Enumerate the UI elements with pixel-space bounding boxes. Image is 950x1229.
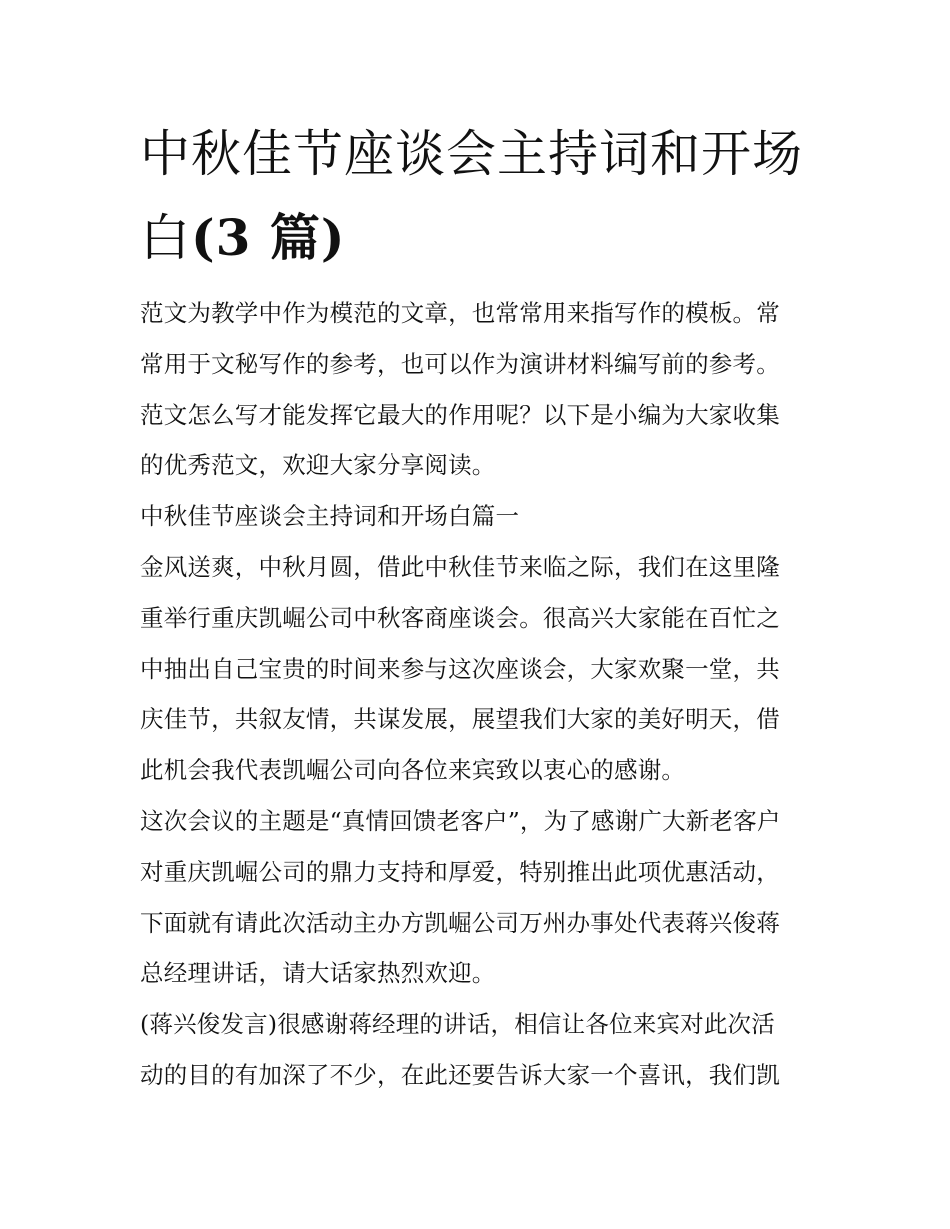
text-line: 重举行重庆凯崛公司中秋客商座谈会。很高兴大家能在百忙之 [140, 603, 780, 632]
intro-paragraph [140, 288, 820, 491]
text-line: 对重庆凯崛公司的鼎力支持和厚爱，特别推出此项优惠活动， [140, 857, 780, 886]
title-line-2-text: 白 [140, 209, 191, 267]
text-line: 金风送爽，中秋月圆，借此中秋佳节来临之际，我们在这里隆 [140, 552, 780, 581]
text-line: 庆佳节，共叙友情，共谋发展，展望我们大家的美好明天，借 [140, 705, 780, 734]
body-paragraph [140, 542, 820, 796]
text-line: 这次会议的主题是“真情回馈老客户”，为了感谢广大新老客户 [140, 806, 781, 835]
text-line: 总经理讲话，请大话家热烈欢迎。 [140, 959, 496, 988]
text-line: (蒋兴俊发言)很感谢蒋经理的讲话，相信让各位来宾对此次活 [140, 1010, 775, 1039]
body-paragraph [140, 796, 820, 999]
text-line: 此机会我代表凯崛公司向各位来宾致以衷心的感谢。 [140, 756, 686, 785]
text-line: 中秋佳节座谈会主持词和开场白篇一 [140, 502, 520, 531]
text-line: 范文怎么写才能发挥它最大的作用呢？以下是小编为大家收集 [140, 400, 780, 429]
text-line: 动的目的有加深了不少，在此还要告诉大家一个喜讯，我们凯 [140, 1060, 780, 1089]
title-line-1: 中秋佳节座谈会主持词和开场 [140, 125, 803, 183]
text-line: 下面就有请此次活动主办方凯崛公司万州办事处代表蒋兴俊蒋 [140, 908, 780, 937]
document-body [140, 288, 820, 1101]
title-count: (3 篇) [191, 208, 346, 267]
body-paragraph [140, 999, 820, 1101]
text-line: 常用于文秘写作的参考，也可以作为演讲材料编写前的参考。 [140, 349, 780, 378]
text-line: 的优秀范文，欢迎大家分享阅读。 [140, 451, 496, 480]
title-line-2 [140, 196, 820, 280]
section-heading [140, 491, 820, 542]
text-line: 中抽出自己宝贵的时间来参与这次座谈会，大家欢聚一堂，共 [140, 654, 780, 683]
document-title [140, 112, 820, 280]
document-page [140, 112, 820, 1101]
text-line: 范文为教学中作为模范的文章，也常常用来指写作的模板。常 [140, 299, 780, 327]
